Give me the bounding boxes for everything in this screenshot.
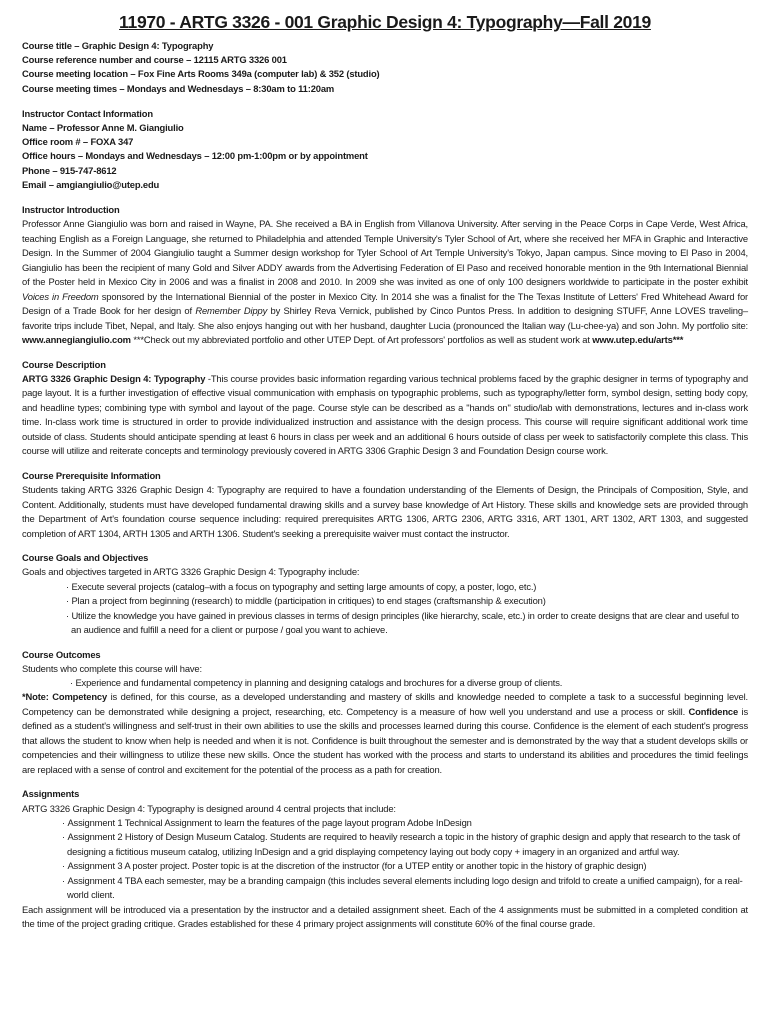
assignments-closing: Each assignment will be introduced via a presentation by the instructor and a detailed assignment sheet. Each of the 4 assignments must be submitted in a completed condition at the time of the project grading critique. Grades established for these 4 primary project assignments will constitute 60% of the final course grade. bbox=[22, 903, 748, 930]
document-title: 11970 - ARTG 3326 - 001 Graphic Design 4: Typography—Fall 2019 bbox=[119, 12, 651, 32]
list-item: · Assignment 3 A poster project. Poster topic is at the discretion of the instructor (for a UTEP entity or another topic in the history of graphic design) bbox=[62, 859, 748, 874]
contact-block bbox=[22, 107, 748, 192]
prereq-heading: Course Prerequisite Information bbox=[22, 469, 161, 481]
assignments-section bbox=[22, 787, 748, 931]
contact-name: Name – Professor Anne M. Giangiulio bbox=[22, 122, 184, 134]
competency-note: *Note: Competency is defined, for this course, as a developed understanding and mastery of skills and knowledge needed to complete a task to a successful beginning level. Competency can be demonstrated while designing a project, researching, etc. Competency is a measure of how well you understand and use a process or skill. Confidence is defined as a student's willingness and self-trust in their own abilities to use the skills and processes learned during this course. Confidence is the element of each student's progress that allows the student to know when help is needed and when it is not. Confidence is built throughout the semester and is demonstrated by the way that a student develops skills or competencies and their willingness to utilize these new skills. Once the student has worked with the process and starts to understand its abilities and procedures the timid feelings are replaced with a sense of control and excitement for the potential of the process as a path for creation. bbox=[22, 691, 748, 775]
intro-paragraph: Professor Anne Giangiulio was born and raised in Wayne, PA. She received a BA in English from Villanova University. After serving in the Peace Corps in Cape Verde, West Africa, teaching English as a Foreign Language, she returned to Philadelphia and attended Temple University's Tyler School of Art, where she received her MFA in Graphic and Interactive Design. In the Summer of 2004 Giangiulio taught a Summer design workshop for Tyler School of Art Temple University's Tokyo, Japan campus. Since moving to El Paso in 2004, Giangiulio has been the recipient of many Gold and Silver ADDY awards from the Advertising Federation of El Paso and received honorable mention in the 9th International Biennial of the Poster held in Mexico City in 2006 and was a finalist in 2008 and 2010. In 2009 she was invited as one of only 100 designers worldwide to participate in the poster exhibit Voices in Freedom sponsored by the International Biennial of the poster in Mexico City. In 2014 she was a finalist for the The Texas Institute of Letters' Fred Whitehead Award for Design of a Trade Book for her design of Remember Dippy by Shirley Reva Vernick, published by Cinco Puntos Press. In addition to designing STUFF, Anne LOVES traveling–favorite trips include Tibet, Nepal, and Italy. She also enjoys hanging out with her husband, daughter Lucia (pronounced the Italian way (Lu-chee-ya) and son John. My portfolio site: www.annegiangiulio.com ***Check out my abbreviated portfolio and other UTEP Dept. of Art professors' portfolios as well as student work at www.utep.edu/arts*** bbox=[22, 218, 748, 346]
course-title-line: Course title – Graphic Design 4: Typography bbox=[22, 40, 214, 51]
description-paragraph: ARTG 3326 Graphic Design 4: Typography -This course provides basic information regarding various technical problems faced by the graphic designer in terms of typography and page layout. It is a further investigation of effective visual communication with emphasis on typographic problems, such as typography/letter form, symbol design, setting body copy, and headline types; combining type with symbol and layout of the page. Course style can be described as a "hands on" studio/lab with demonstrations, lectures and in-class work time. In-class work time is structured in order to provide individualized instruction and assistance with the design process. This course will require significant additional work time outside of class. Students should anticipate spending at least 6 hours in class per week and an additional 6 hours outside of class per week to satisfactorily complete this class. This course will utilize and reiterate concepts and terminology previously covered in ARTG 3306 Graphic Design 3 and Foundation Design course work. bbox=[22, 372, 749, 457]
intro-heading: Instructor Introduction bbox=[22, 204, 120, 216]
assignments-intro: ARTG 3326 Graphic Design 4: Typography is designed around 4 central projects that include: bbox=[22, 802, 396, 814]
list-item: · Execute several projects (catalog–with a focus on typography and setting large amounts of copy, a poster, logo, etc.) bbox=[66, 580, 748, 595]
portfolio-link[interactable]: www.annegiangiulio.com bbox=[22, 334, 131, 346]
assignments-heading: Assignments bbox=[22, 788, 80, 800]
outcomes-intro: Students who complete this course will have: bbox=[22, 662, 202, 674]
contact-office-room: Office room # – FOXA 347 bbox=[22, 136, 134, 148]
goals-heading: Course Goals and Objectives bbox=[22, 552, 149, 564]
list-item: · Utilize the knowledge you have gained in previous classes in terms of design principles (like hierarchy, scale, etc.) in order to create designs that are clear and useful to an audience and fulfill a need for a client or purpose / goal you want to achieve. bbox=[66, 609, 748, 638]
prereq-paragraph: Students taking ARTG 3326 Graphic Design 4: Typography are required to have a foundation understanding of the Elements of Design, the Principals of Composition, Style, and Content. Additionally, students must have developed fundamental drawing skills and a survey base knowledge of Art History. These skills and knowledge sets are provided through the Department of Art's foundation course sequence including: required prerequisites ARTG 1306, ARTG 2306, ARTG 3316, ART 1301, ART 1302, ART 1303, and suggested completion of ART 1304, ARTH 1305 and ARTH 1306. Student's seeking a prerequisite waiver must contact the instructor. bbox=[22, 484, 748, 539]
list-item: · Assignment 4 TBA each semester, may be a branding campaign (this includes several elements including logo design and trifold to create a unified campaign), for a real-world client. bbox=[62, 874, 748, 903]
exhibit-title: Voices in Freedom bbox=[22, 290, 99, 302]
goals-intro: Goals and objectives targeted in ARTG 3326 Graphic Design 4: Typography include: bbox=[22, 566, 360, 578]
list-item: · Assignment 1 Technical Assignment to learn the features of the page layout program Adobe InDesign bbox=[62, 816, 748, 831]
assignments-list bbox=[22, 816, 748, 903]
description-lead: ARTG 3326 Graphic Design 4: Typography bbox=[22, 372, 206, 384]
course-info-block bbox=[22, 39, 748, 96]
list-item: · Assignment 2 History of Design Museum Catalog. Students are required to heavily research a topic in the history of graphic design and apply that research to the task of designing a fictitious museum catalog, utilizing InDesign and a grid displaying competency laying out body copy + imagery in an organized and artful way. bbox=[62, 830, 748, 859]
prereq-section bbox=[22, 469, 748, 541]
competency-label: *Note: Competency bbox=[22, 691, 108, 703]
description-section bbox=[22, 358, 748, 459]
list-item: · Plan a project from beginning (research) to middle (participation in critiques) to end stages (craftsmanship & execution) bbox=[66, 594, 748, 609]
intro-section bbox=[22, 203, 748, 348]
list-item: · Experience and fundamental competency in planning and designing catalogs and brochures for a diverse group of clients. bbox=[70, 676, 748, 691]
book-title: Remember Dippy bbox=[195, 305, 268, 317]
description-heading: Course Description bbox=[22, 358, 106, 370]
goals-section bbox=[22, 551, 748, 637]
course-location-line: Course meeting location – Fox Fine Arts Rooms 349a (computer lab) & 352 (studio) bbox=[22, 68, 380, 80]
contact-heading: Instructor Contact Information bbox=[22, 107, 153, 119]
course-times-line: Course meeting times – Mondays and Wednesdays – 8:30am to 11:20am bbox=[22, 82, 335, 94]
outcomes-heading: Course Outcomes bbox=[22, 648, 101, 660]
arts-link[interactable]: www.utep.edu/arts*** bbox=[592, 334, 684, 346]
outcomes-section bbox=[22, 648, 748, 778]
contact-email: Email – amgiangiulio@utep.edu bbox=[22, 178, 160, 190]
contact-office-hours: Office hours – Mondays and Wednesdays – 12:00 pm-1:00pm or by appointment bbox=[22, 150, 368, 162]
outcomes-list bbox=[22, 676, 748, 691]
confidence-label: Confidence bbox=[688, 705, 739, 717]
contact-phone: Phone – 915-747-8612 bbox=[22, 164, 117, 176]
course-reference-line: Course reference number and course – 12115 ARTG 3326 001 bbox=[22, 54, 287, 66]
goals-list bbox=[22, 580, 748, 638]
